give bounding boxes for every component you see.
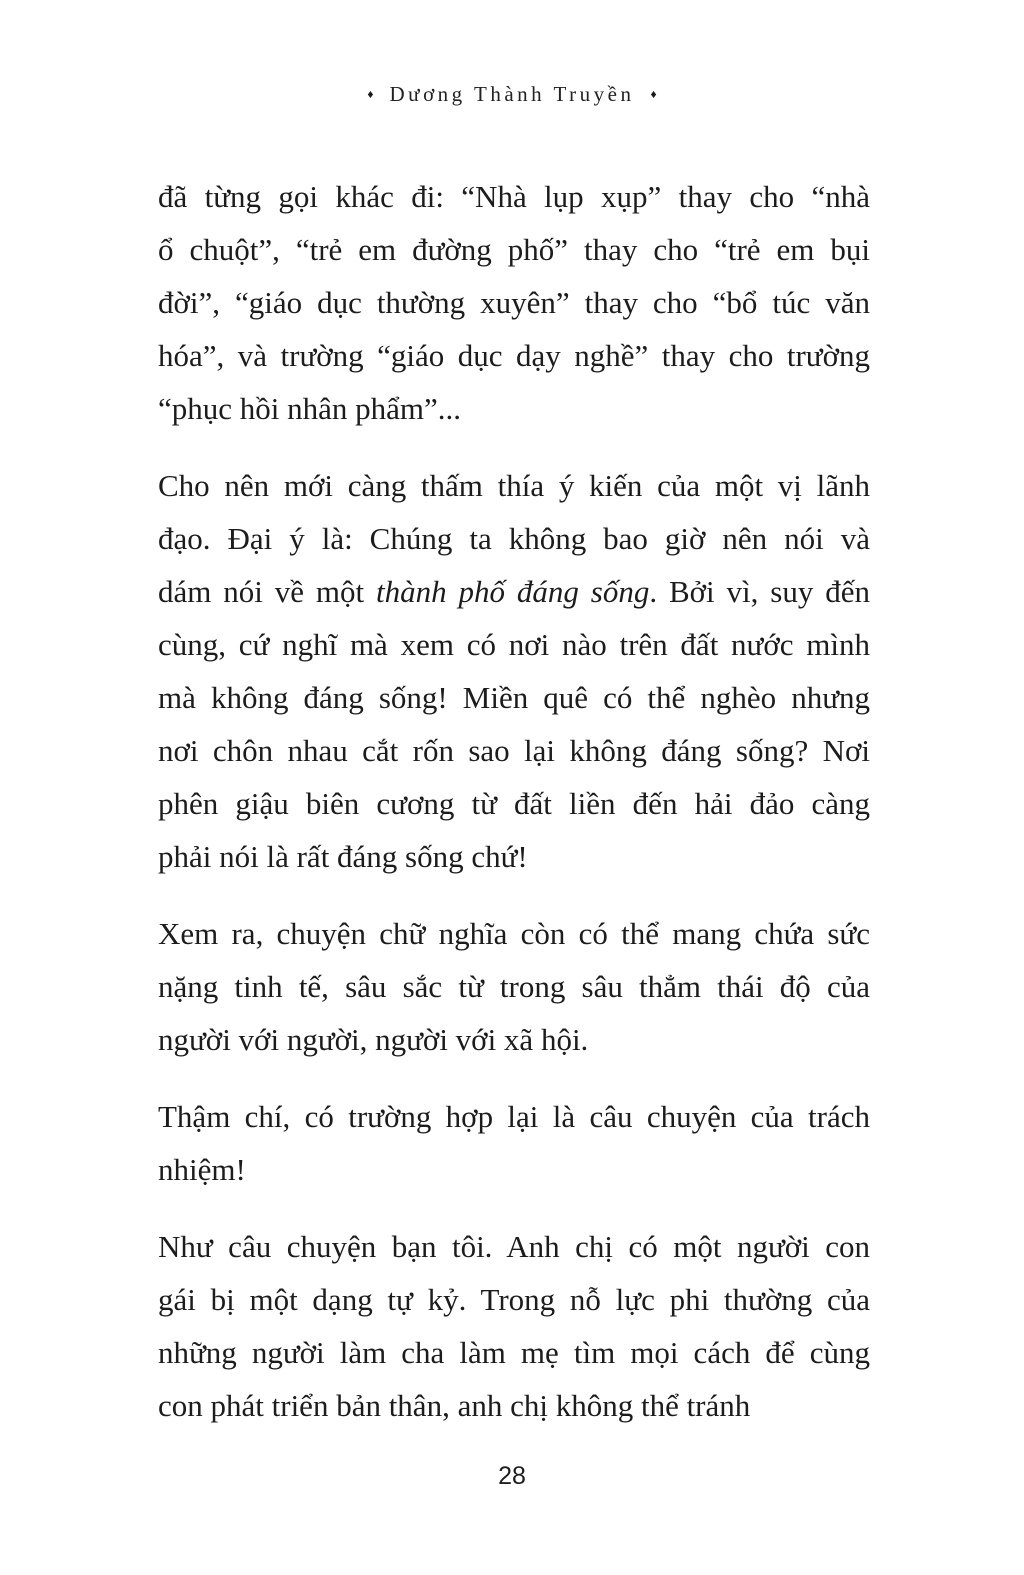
text-segment: những người làm cha làm mẹ tìm mọi cách để cùng	[158, 1335, 870, 1370]
text-segment: phên giậu biên cương từ đất liền đến hải đảo càng	[158, 786, 870, 821]
paragraph	[158, 170, 870, 435]
text-segment: phải nói là rất đáng sống chứ!	[158, 839, 528, 874]
text-segment: mà không đáng sống! Miền quê có thể nghèo nhưng	[158, 680, 870, 715]
running-header	[0, 82, 1024, 107]
text-segment: Xem ra, chuyện chữ nghĩa còn có thể mang chứa sức	[158, 916, 870, 951]
text-segment: nặng tinh tế, sâu sắc từ trong sâu thẳm thái độ của	[158, 969, 870, 1004]
text-line	[158, 671, 870, 724]
text-segment: “phục hồi nhân phẩm”...	[158, 391, 462, 426]
text-segment: Như câu chuyện bạn tôi. Anh chị có một người con	[158, 1229, 870, 1264]
text-line	[158, 329, 870, 382]
text-line	[158, 907, 870, 960]
text-segment: hóa”, và trường “giáo dục dạy nghề” thay cho trường	[158, 338, 870, 373]
paragraph	[158, 1090, 870, 1196]
text-line	[158, 565, 870, 618]
text-segment: đời”, “giáo dục thường xuyên” thay cho “bổ túc văn	[158, 285, 870, 320]
text-segment: ổ chuột”, “trẻ em đường phố” thay cho “trẻ em bụi	[158, 232, 870, 267]
paragraph	[158, 907, 870, 1066]
text-segment: con phát triển bản thân, anh chị không thể tránh	[158, 1388, 751, 1423]
text-line	[158, 459, 870, 512]
text-line	[158, 1326, 870, 1379]
text-line	[158, 1273, 870, 1326]
paragraph	[158, 459, 870, 883]
author-name: Dương Thành Truyền	[389, 82, 635, 106]
paragraph	[158, 1220, 870, 1432]
text-line	[158, 830, 870, 883]
text-line	[158, 777, 870, 830]
page-body-text	[158, 170, 870, 1456]
page-number: 28	[498, 1462, 526, 1490]
text-line	[158, 1143, 870, 1196]
diamond-icon: ♦	[650, 87, 657, 101]
text-line	[158, 512, 870, 565]
text-line	[158, 382, 870, 435]
text-segment: . Bởi vì, suy đến	[649, 574, 870, 609]
text-segment: dám nói về một	[158, 574, 376, 609]
text-line	[158, 1090, 870, 1143]
text-line	[158, 170, 870, 223]
text-line	[158, 1013, 870, 1066]
text-line	[158, 1220, 870, 1273]
text-segment: Thậm chí, có trường hợp lại là câu chuyện của trách	[158, 1099, 870, 1134]
text-segment: cùng, cứ nghĩ mà xem có nơi nào trên đất nước mình	[158, 627, 870, 662]
text-segment: đạo. Đại ý là: Chúng ta không bao giờ nên nói và	[158, 521, 870, 556]
diamond-icon: ♦	[367, 87, 374, 101]
text-line	[158, 1379, 870, 1432]
text-line	[158, 276, 870, 329]
text-segment: đã từng gọi khác đi: “Nhà lụp xụp” thay cho “nhà	[158, 179, 870, 214]
text-segment: nơi chôn nhau cắt rốn sao lại không đáng sống? Nơi	[158, 733, 870, 768]
text-line	[158, 223, 870, 276]
text-line	[158, 724, 870, 777]
text-line	[158, 618, 870, 671]
text-segment: gái bị một dạng tự kỷ. Trong nỗ lực phi thường của	[158, 1282, 870, 1317]
text-segment: người với người, người với xã hội.	[158, 1022, 589, 1057]
text-segment: nhiệm!	[158, 1152, 246, 1187]
italic-text: thành phố đáng sống	[376, 574, 650, 609]
text-line	[158, 960, 870, 1013]
text-segment: Cho nên mới càng thấm thía ý kiến của một vị lãnh	[158, 468, 870, 503]
